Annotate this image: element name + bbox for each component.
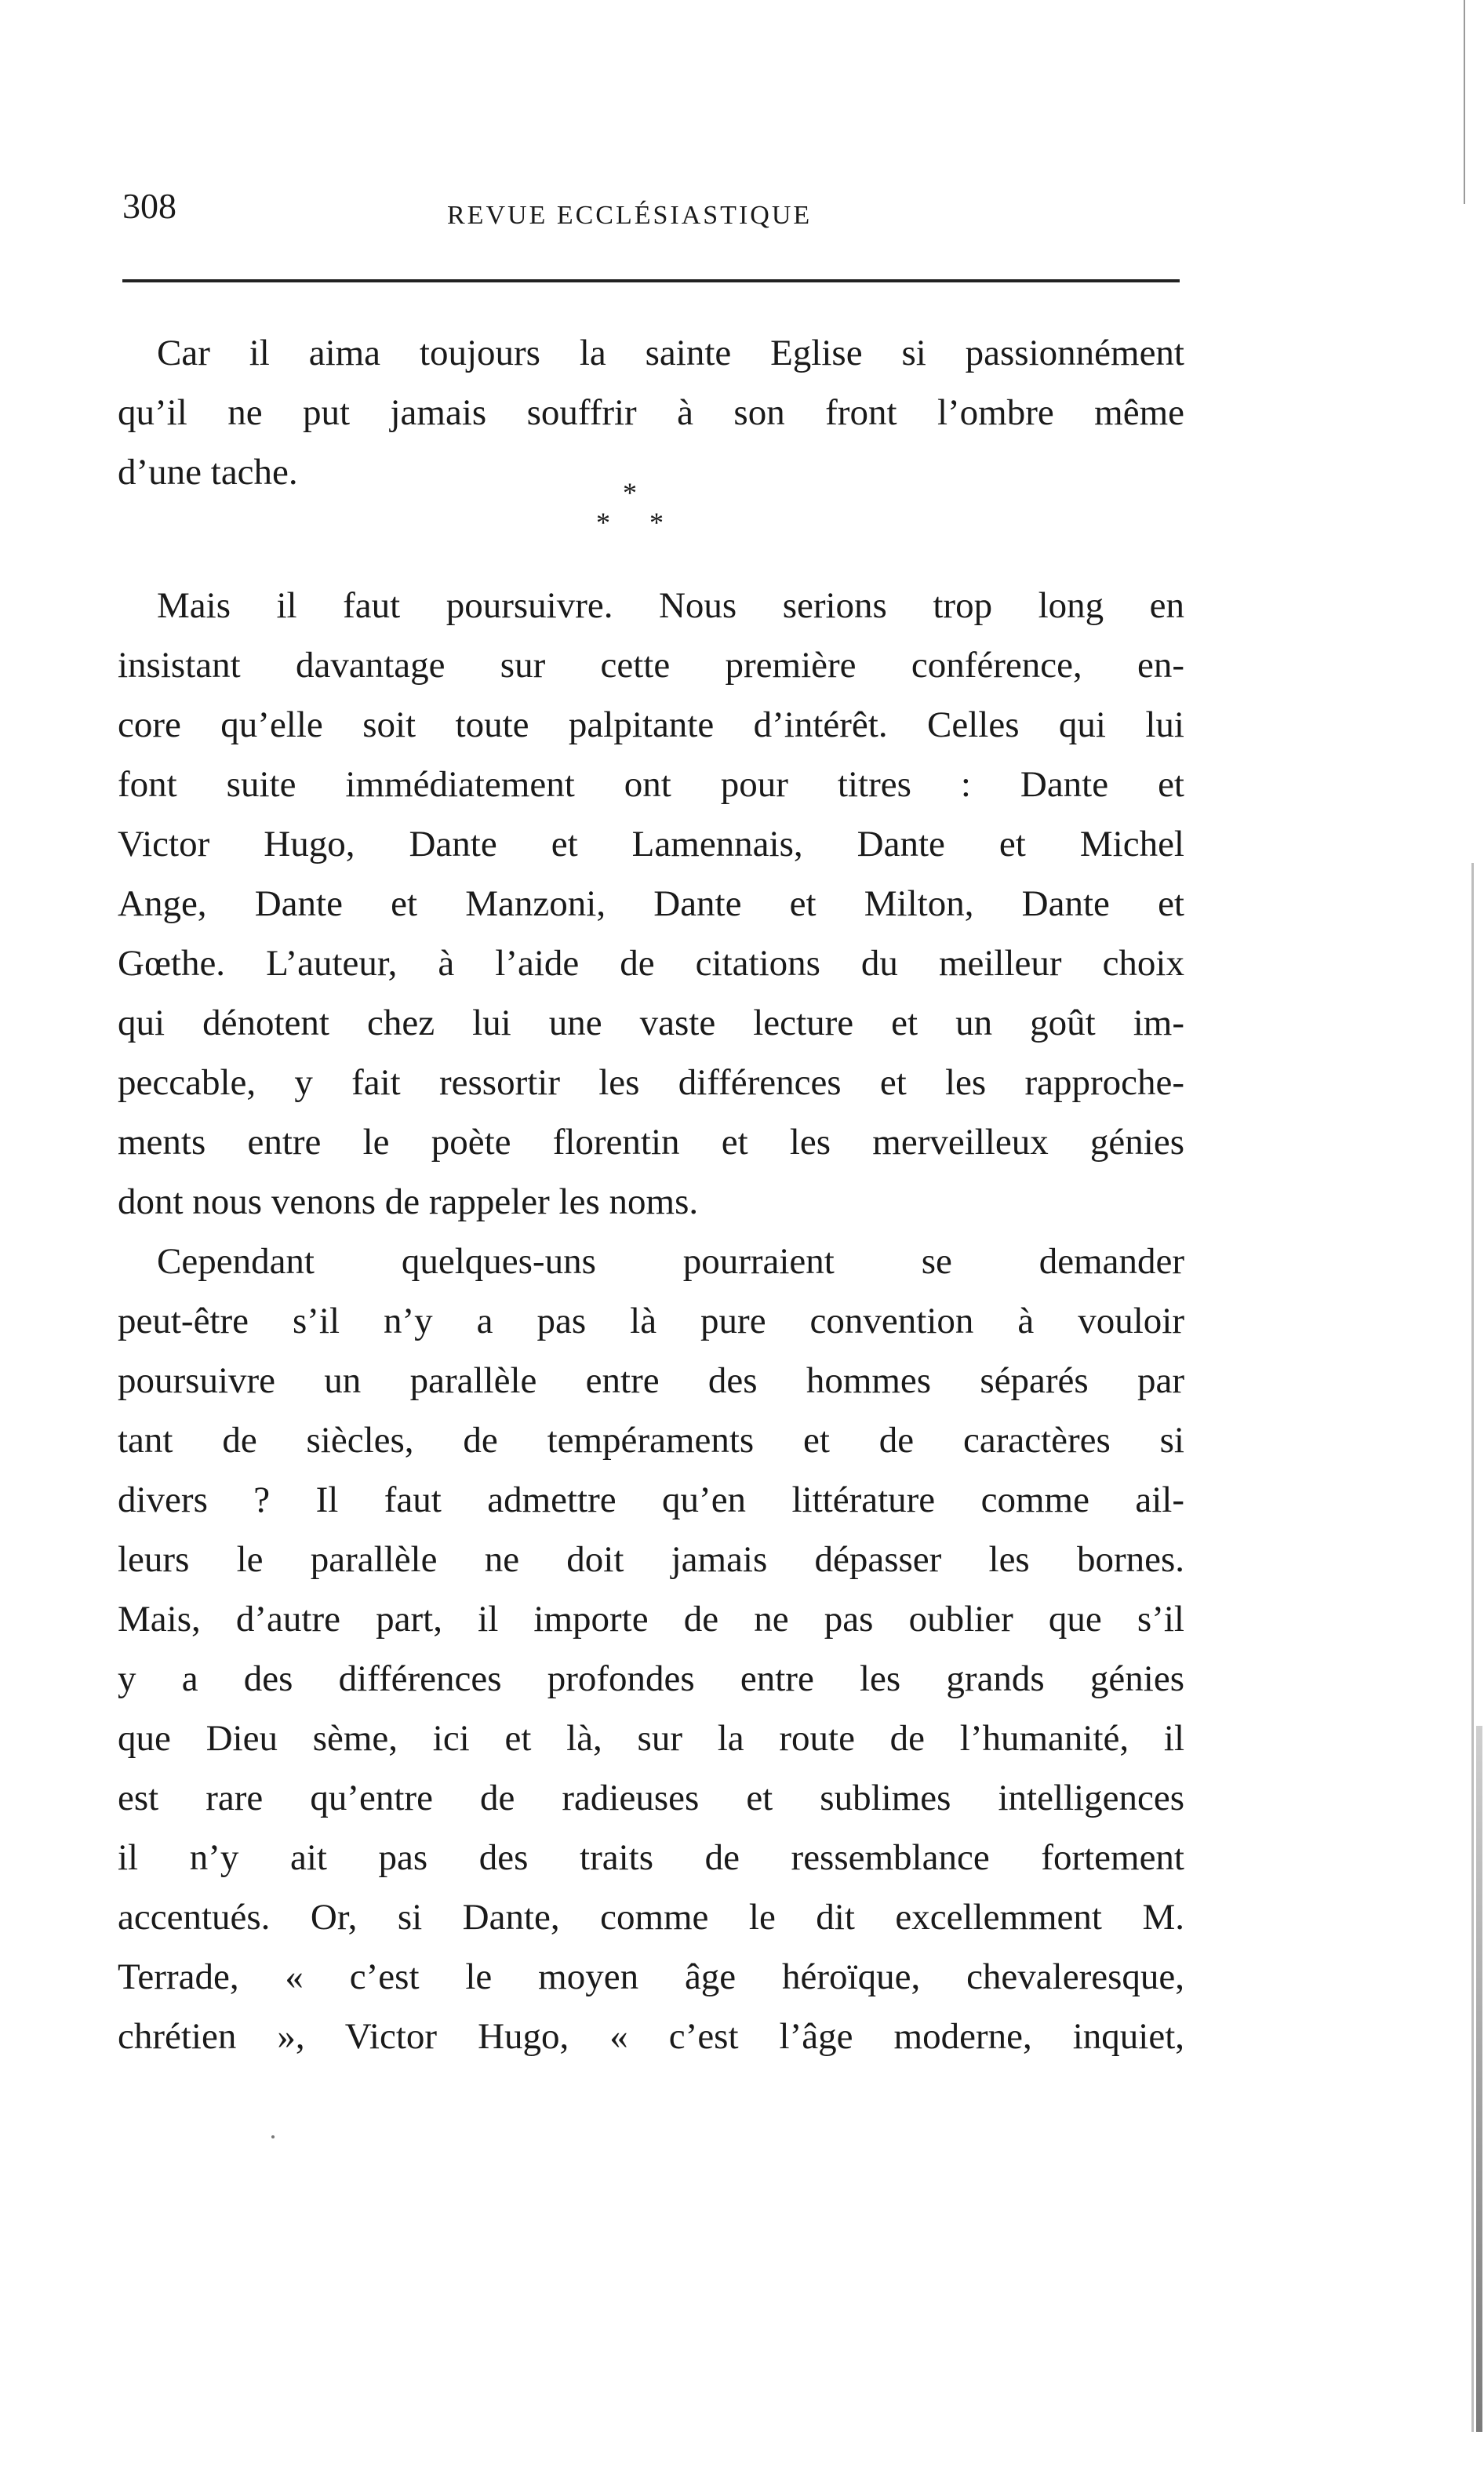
text-line: qui dénotent chez lui une vaste lecture et un goût im- <box>118 1003 1184 1043</box>
asterisk: * <box>596 507 610 538</box>
text-line: qu’il ne put jamais souffrir à son front l’ombre même <box>118 392 1184 433</box>
text-line: est rare qu’entre de radieuses et sublimes intelligences <box>118 1778 1184 1818</box>
text-line: Mais il faut poursuivre. Nous serions trop long en <box>157 585 1184 626</box>
paragraph-1 <box>118 323 1184 502</box>
gutter-shadow <box>1476 1726 1482 2432</box>
text-line: accentués. Or, si Dante, comme le dit excellemment M. <box>118 1897 1184 1938</box>
asterisk: * <box>649 507 664 538</box>
text-line: tant de siècles, de tempéraments et de caractères si <box>118 1420 1184 1461</box>
text-line: leurs le parallèle ne doit jamais dépasser les bornes. <box>118 1539 1184 1580</box>
text-line: peut-être s’il n’y a pas là pure convention à vouloir <box>118 1301 1184 1341</box>
text-line: Mais, d’autre part, il importe de ne pas oublier que s’il <box>118 1599 1184 1640</box>
binding-gutter <box>1453 0 1484 2475</box>
running-title: REVUE ECCLÉSIASTIQUE <box>447 201 813 230</box>
asterisk: * <box>623 477 637 508</box>
text-line: que Dieu sème, ici et là, sur la route de l’humanité, il <box>118 1718 1184 1759</box>
text-line: poursuivre un parallèle entre des hommes séparés par <box>118 1360 1184 1401</box>
paragraph-3 <box>118 1232 1184 2066</box>
asterism-separator <box>596 479 690 549</box>
gutter-line <box>1471 863 1474 2432</box>
text-line: ments entre le poète florentin et les merveilleux génies <box>118 1122 1184 1163</box>
body-text <box>118 576 1184 2066</box>
text-line: Gœthe. L’auteur, à l’aide de citations du meilleur choix <box>118 943 1184 984</box>
print-speck <box>271 2135 275 2138</box>
page-number: 308 <box>122 186 176 226</box>
text-line: d’une tache. <box>118 452 298 493</box>
text-line: y a des différences profondes entre les grands génies <box>118 1658 1184 1699</box>
paragraph-2 <box>118 576 1184 1232</box>
text-line: font suite immédiatement ont pour titres : Dante et <box>118 764 1184 805</box>
text-line: dont nous venons de rappeler les noms. <box>118 1181 699 1222</box>
gutter-line-top <box>1464 0 1465 204</box>
text-line: Terrade, « c’est le moyen âge héroïque, chevaleresque, <box>118 1956 1184 1997</box>
text-line: insistant davantage sur cette première conférence, en- <box>118 645 1184 686</box>
text-line: chrétien », Victor Hugo, « c’est l’âge moderne, inquiet, <box>118 2016 1184 2057</box>
text-line: core qu’elle soit toute palpitante d’intérêt. Celles qui lui <box>118 704 1184 745</box>
header-rule <box>122 279 1180 282</box>
text-line: peccable, y fait ressortir les différences et les rapproche- <box>118 1062 1184 1103</box>
text-line: Ange, Dante et Manzoni, Dante et Milton, Dante et <box>118 883 1184 924</box>
text-line: Car il aima toujours la sainte Eglise si passionnément <box>157 333 1184 373</box>
text-line: Victor Hugo, Dante et Lamennais, Dante et Michel <box>118 824 1184 864</box>
text-line: il n’y ait pas des traits de ressemblance fortement <box>118 1837 1184 1878</box>
text-line: Cependant quelques-uns pourraient se demander <box>157 1241 1184 1282</box>
text-line: divers ? Il faut admettre qu’en littérature comme ail- <box>118 1480 1184 1520</box>
